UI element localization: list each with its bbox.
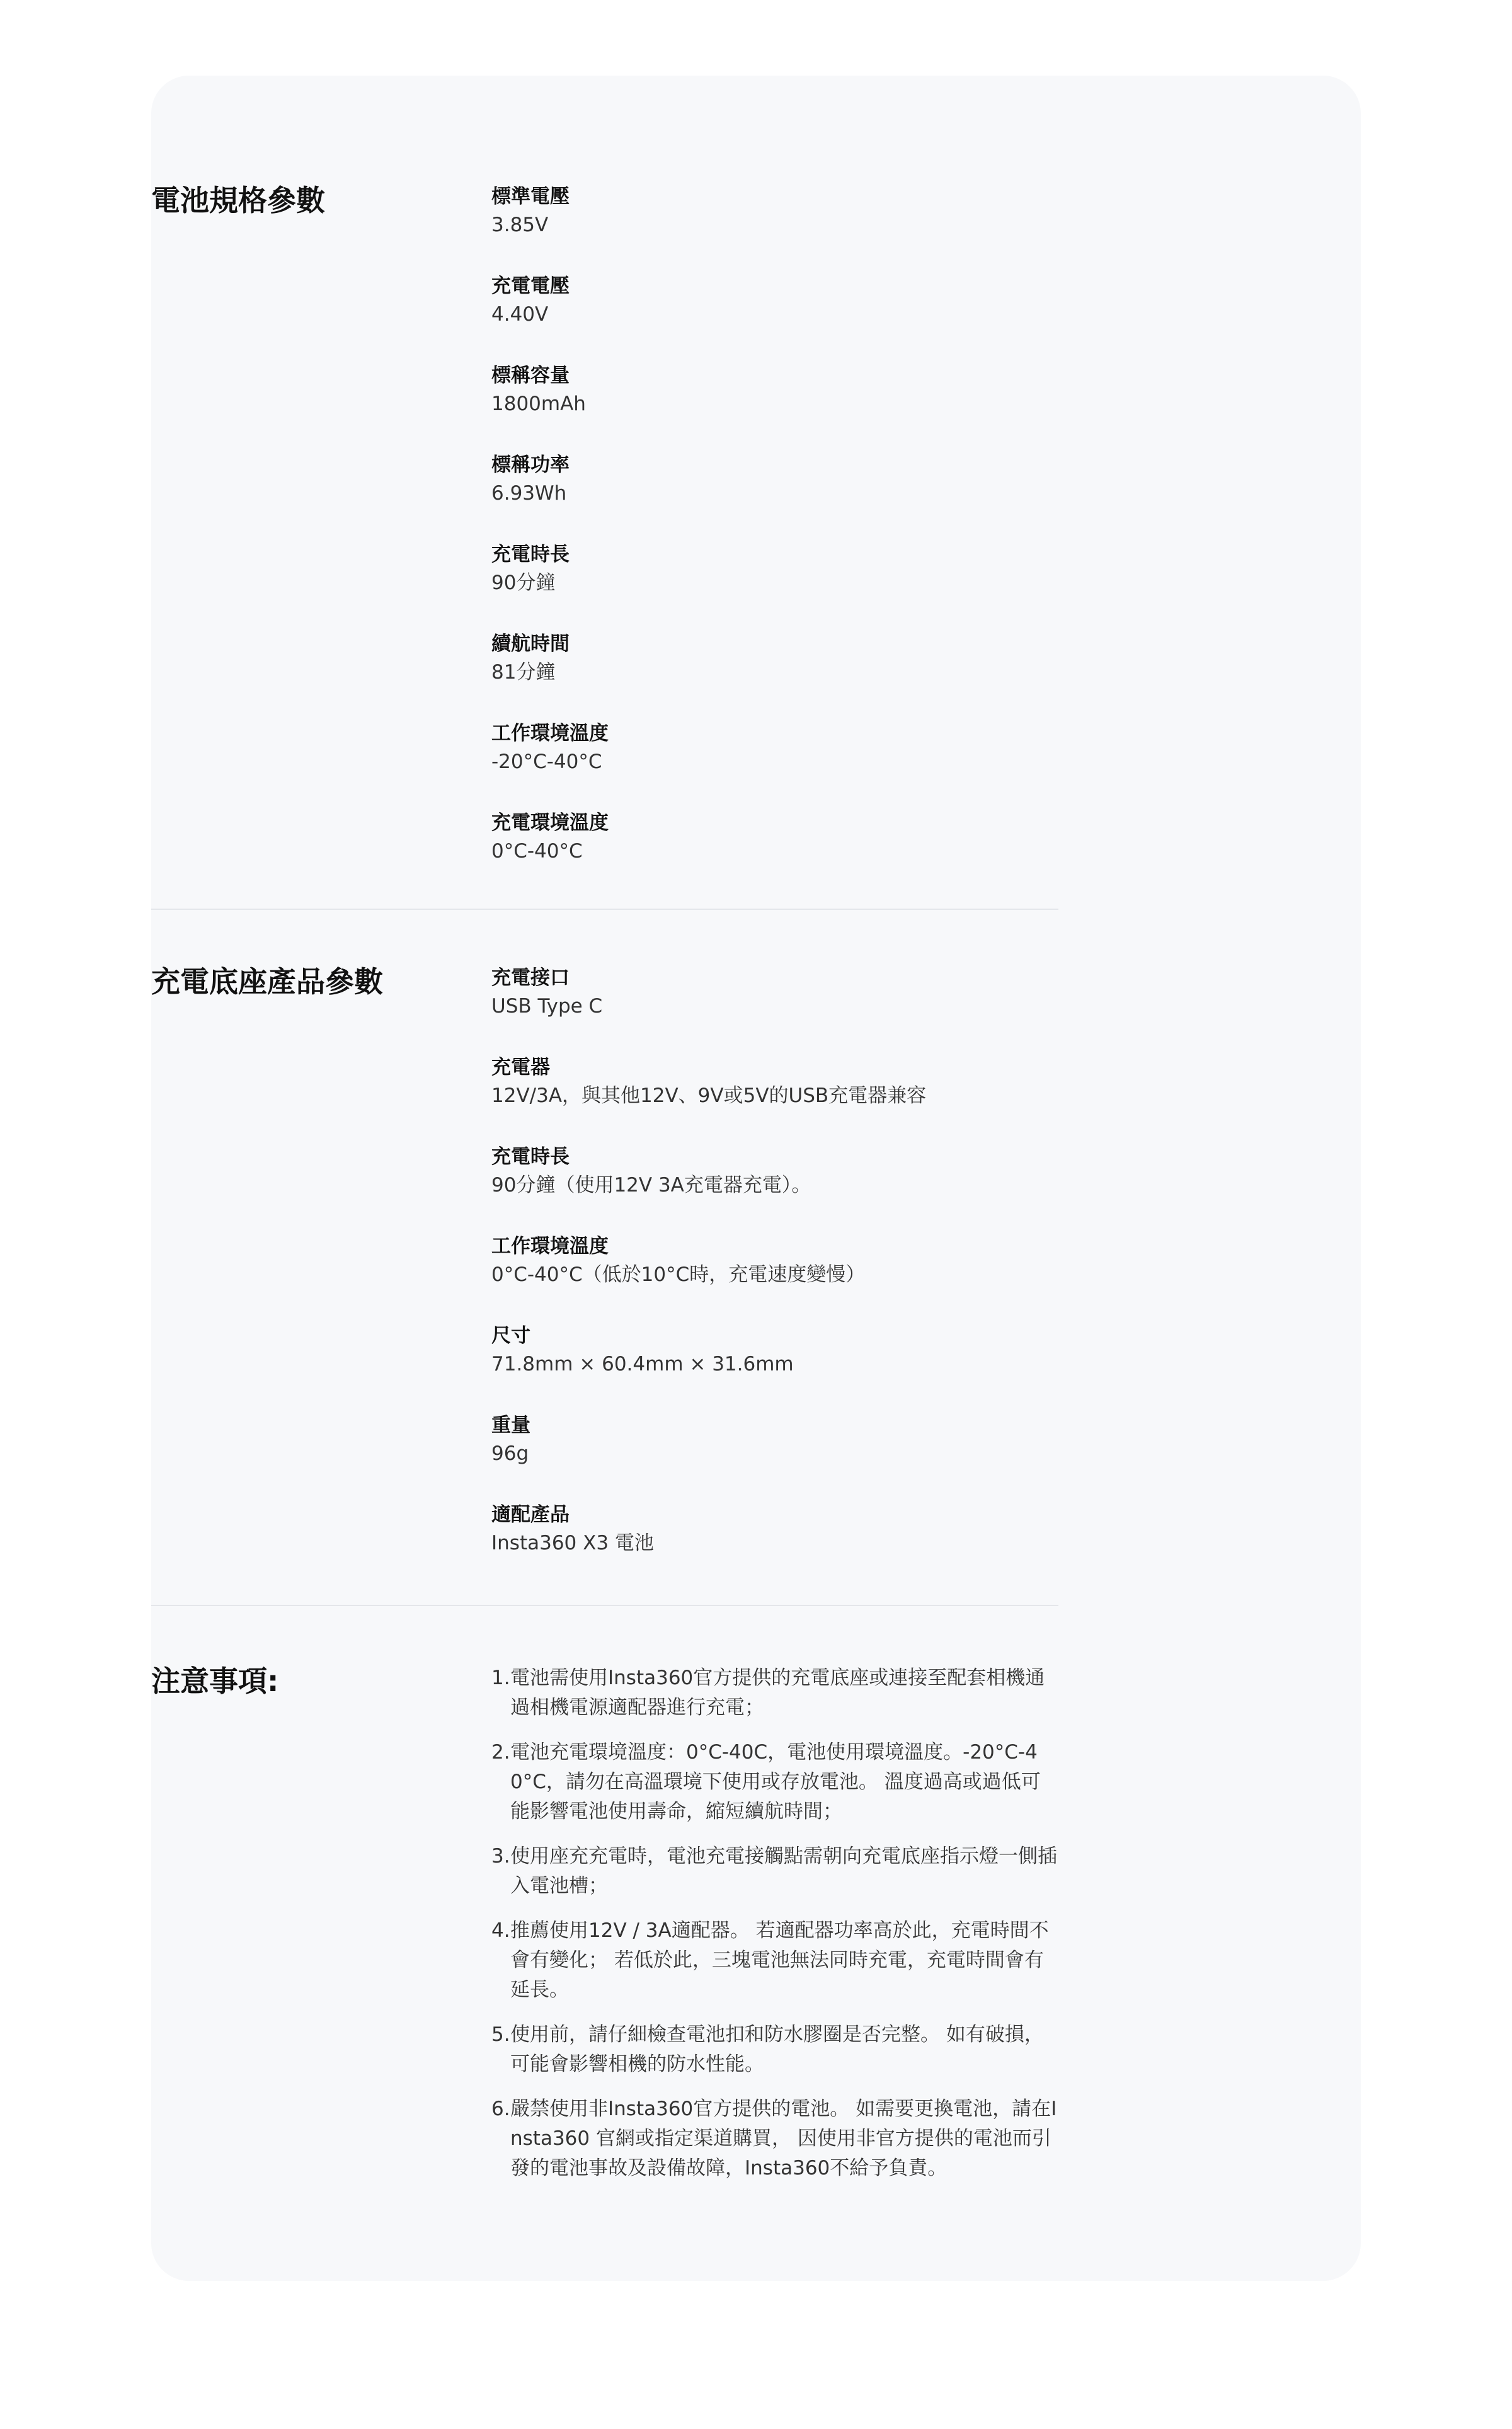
battery-specs-list <box>491 183 1058 899</box>
spec-item <box>491 809 1058 899</box>
section-divider <box>151 909 1058 910</box>
note-text: 電池充電環境溫度：0°C-40C，電池使用環境溫度。-20°C-40°C，請勿在高溫環境下使用或存放電池。 溫度過高或過低可能影響電池使用壽命，縮短續航時間； <box>510 1741 1041 1823</box>
spec-label: 工作環境溫度 <box>491 722 609 745</box>
spec-label: 適配產品 <box>491 1503 570 1526</box>
spec-value: 0°C-40°C <box>491 840 583 863</box>
note-item <box>491 2020 1058 2079</box>
note-item <box>491 1663 1058 1723</box>
note-text: 嚴禁使用非Insta360官方提供的電池。 如需要更換電池，請在Insta360 官網或指定渠道購買， 因使用非官方提供的電池而引發的電池事故及設備故障，Insta360不給予負責。 <box>510 2098 1057 2179</box>
notes-title: 注意事項: <box>151 1664 279 1698</box>
note-number: 5. <box>491 2023 510 2046</box>
spec-item <box>491 1411 1058 1501</box>
spec-item <box>491 541 1058 630</box>
note-number: 3. <box>491 1845 510 1868</box>
spec-value: -20°C-40°C <box>491 750 602 773</box>
spec-label: 充電時長 <box>491 543 570 566</box>
note-number: 6. <box>491 2098 510 2120</box>
spec-label: 充電時長 <box>491 1146 570 1168</box>
battery-specs-title: 電池規格參數 <box>151 183 325 217</box>
spec-item <box>491 183 1058 272</box>
section-divider <box>151 1605 1058 1606</box>
spec-label: 工作環境溫度 <box>491 1235 609 1258</box>
spec-label: 充電器 <box>491 1056 550 1079</box>
spec-label: 重量 <box>491 1414 530 1437</box>
spec-item <box>491 362 1058 451</box>
note-text: 使用座充充電時，電池充電接觸點需朝向充電底座指示燈一側插入電池槽； <box>510 1845 1057 1897</box>
spec-value: 71.8mm × 60.4mm × 31.6mm <box>491 1353 794 1375</box>
spec-item <box>491 1322 1058 1411</box>
note-number: 1. <box>491 1667 510 1689</box>
note-number: 4. <box>491 1919 510 1942</box>
note-item <box>491 2094 1058 2183</box>
spec-item <box>491 964 1058 1054</box>
spec-value: 4.40V <box>491 303 549 326</box>
spec-item <box>491 451 1058 541</box>
note-item <box>491 1916 1058 2005</box>
spec-label: 充電電壓 <box>491 275 570 297</box>
spec-label: 充電環境溫度 <box>491 812 609 834</box>
spec-label: 續航時間 <box>491 633 570 655</box>
spec-item <box>491 630 1058 720</box>
notes-list <box>491 1663 1058 2198</box>
spec-value: 3.85V <box>491 214 549 236</box>
spec-label: 充電接口 <box>491 967 570 989</box>
spec-item <box>491 720 1058 809</box>
note-number: 2. <box>491 1741 510 1764</box>
spec-value: 12V/3A，與其他12V、9V或5V的USB充電器兼容 <box>491 1084 927 1107</box>
spec-value: 0°C-40°C（低於10°C時，充電速度變慢） <box>491 1263 866 1286</box>
dock-specs-title: 充電底座產品參數 <box>151 965 383 999</box>
note-text: 使用前，請仔細檢查電池扣和防水膠圈是否完整。 如有破損，可能會影響相機的防水性能。 <box>510 2023 1044 2076</box>
note-item <box>491 1842 1058 1901</box>
spec-value: 6.93Wh <box>491 482 567 505</box>
spec-value: USB Type C <box>491 995 603 1018</box>
spec-value: 90分鐘（使用12V 3A充電器充電）。 <box>491 1174 811 1197</box>
note-text: 推薦使用12V / 3A適配器。 若適配器功率高於此，充電時間不會有變化； 若低於此，三塊電池無法同時充電，充電時間會有延長。 <box>510 1919 1049 2001</box>
spec-item <box>491 1054 1058 1143</box>
note-item <box>491 1738 1058 1827</box>
spec-value: 1800mAh <box>491 393 586 415</box>
spec-value: 96g <box>491 1442 529 1465</box>
spec-label: 標稱功率 <box>491 454 570 476</box>
spec-item <box>491 1232 1058 1322</box>
spec-value: 90分鐘 <box>491 571 556 594</box>
spec-label: 標稱容量 <box>491 364 570 387</box>
dock-specs-list <box>491 964 1058 1590</box>
spec-item <box>491 272 1058 362</box>
spec-label: 標準電壓 <box>491 185 570 208</box>
spec-value: Insta360 X3 電池 <box>491 1532 654 1554</box>
spec-item <box>491 1501 1058 1590</box>
spec-label: 尺寸 <box>491 1324 530 1347</box>
spec-value: 81分鐘 <box>491 661 556 684</box>
spec-item <box>491 1143 1058 1232</box>
note-text: 電池需使用Insta360官方提供的充電底座或連接至配套相機通過相機電源適配器進行充電； <box>510 1667 1045 1719</box>
